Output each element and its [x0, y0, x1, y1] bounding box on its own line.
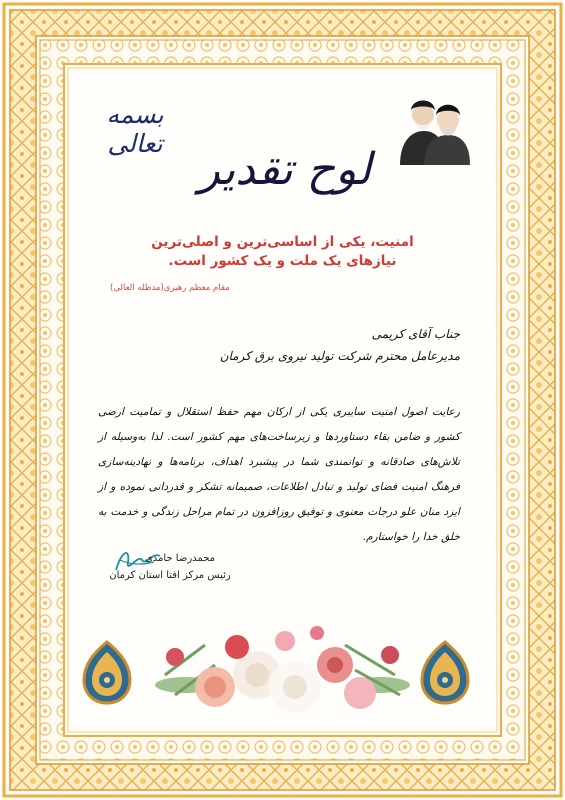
signer-title: رئیس مرکز افتا استان کرمان: [109, 570, 231, 581]
signer-name: محمدرضا حامدی: [144, 553, 216, 564]
recipient-block: [200, 323, 460, 367]
recipient-name: جناب آقای کریمی: [371, 327, 460, 341]
medallion-left-icon: [82, 640, 132, 705]
quote-block: [110, 233, 455, 271]
appreciation-body: رعایت اصول امنیت سایبری یکی از ارکان مهم حفظ استقلال و تمامیت ارضی کشور و ضامن بقاء دستاوردها و زیرساخت‌های مهم کشور است. لذا به‌وسیله از تلاش‌های صادقانه و توانمندی شما در پیشبرد اهداف، برنامه‌ها و نهادینه‌سازی فرهنگ امنیت فضای تولید و تبادل اطلاعات، صمیمانه تشکر و قدردانی نموده و از ایزد منان علو درجات معنوی و توفیق روزافزون در تمام مراحل زندگی و خدمت به خلق خدا را خواستارم.: [98, 406, 460, 543]
recipient-position: مدیرعامل محترم شرکت تولید نیروی برق کرمان: [219, 349, 460, 363]
flowers-icon: [145, 615, 420, 715]
portrait-icon: [394, 87, 474, 167]
certificate-title: لوح تقدیر: [198, 144, 372, 195]
quote-line-2: نیازهای یک ملت و یک کشور است.: [168, 253, 397, 269]
quote-attribution: مقام معظم رهبری(مدظله العالی): [110, 283, 230, 293]
bismillah-calligraphy: بسمه تعالی: [106, 100, 164, 158]
quote-line-1: امنیت، یکی از اساسی‌ترین و اصلی‌ترین: [151, 234, 414, 250]
medallion-right-icon: [420, 640, 470, 705]
